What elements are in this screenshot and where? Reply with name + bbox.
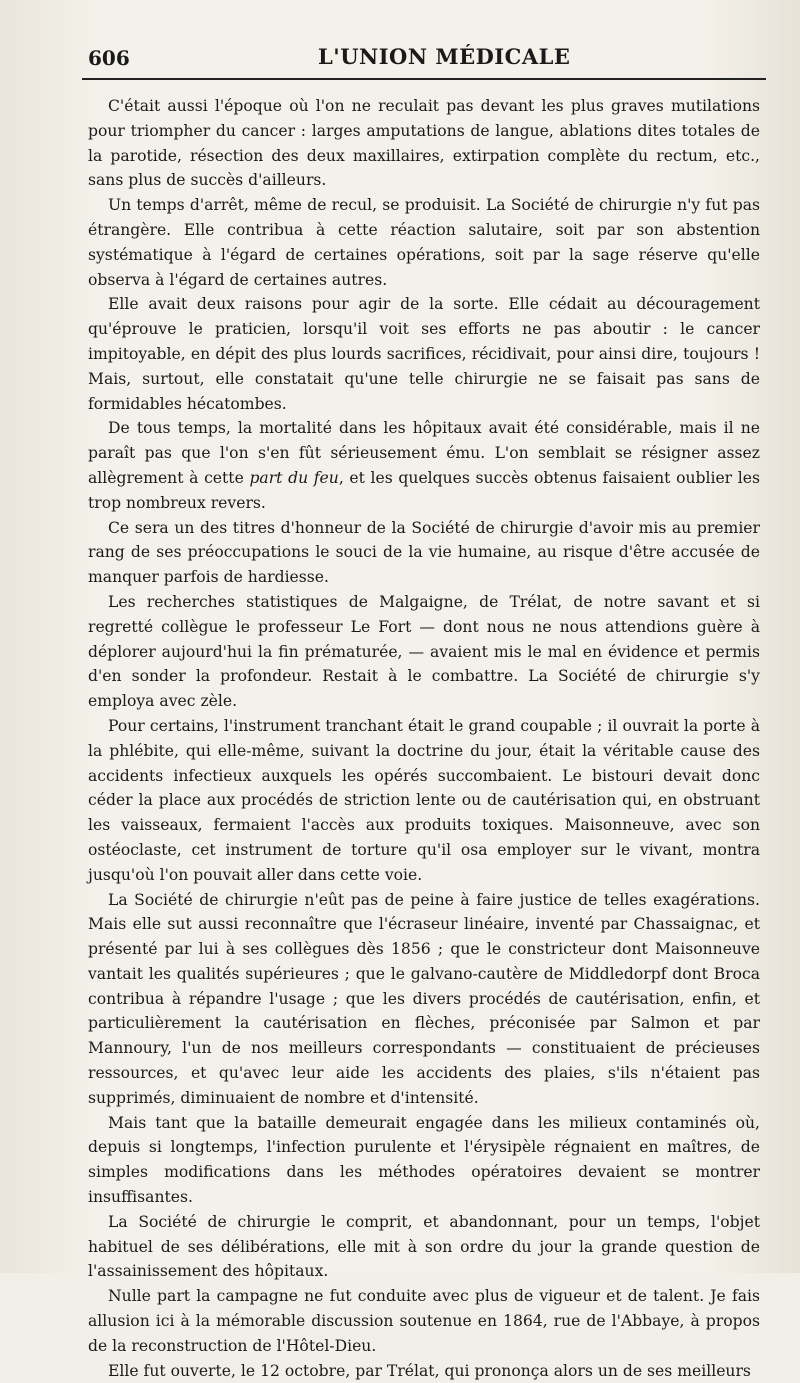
page-header — [88, 40, 760, 78]
italic-phrase: part du feu — [249, 468, 339, 487]
paragraph-text: De tous temps, la mortalité dans les hôpitaux avait été considérable, mais il ne paraît pas que l'on s'en fût sérieusement ému. L'on semblait se résigner assez allègrement à cette — [88, 419, 760, 487]
paragraph: C'était aussi l'époque où l'on ne reculait pas devant les plus graves mutilations pour triompher du cancer : larges amputations de langue, ablations dites totales de la parotide, résection des deux maxillaires, extirpation complète du rectum, etc., sans plus de succès d'ailleurs. — [88, 97, 760, 190]
body-text — [88, 94, 760, 1383]
paragraph: Elle fut ouverte, le 12 octobre, par Trélat, qui prononça alors un de ses meilleurs — [108, 1361, 751, 1380]
paragraph: Elle avait deux raisons pour agir de la sorte. Elle cédait au découragement qu'éprouve le praticien, lorsqu'il voit ses efforts ne pas aboutir : le cancer impitoyable, en dépit des plus lourds sacrifices, récidivait, pour ainsi dire, toujours ! Mais, surtout, elle constatait qu'une telle chirurgie ne se faisait pas sans de formidables hécatombes. — [88, 295, 760, 413]
paragraph: Nulle part la campagne ne fut conduite avec plus de vigueur et de talent. Je fais allusion ici à la mémorable discussion soutenue en 1864, rue de l'Abbaye, à propos de la reconstruction de l'Hôtel-Dieu. — [88, 1287, 760, 1355]
paragraph: La Société de chirurgie le comprit, et abandonnant, pour un temps, l'objet habituel de ses délibérations, elle mit à son ordre du jour la grande question de l'assainissement des hôpitaux. — [88, 1212, 760, 1281]
paragraph: Ce sera un des titres d'honneur de la Société de chirurgie d'avoir mis au premier rang de ses préoccupations le souci de la vie humaine, au risque d'être accusée de manquer parfois de hardiesse. — [88, 518, 760, 587]
paragraph: Pour certains, l'instrument tranchant était le grand coupable ; il ouvrait la porte à la phlébite, qui elle-même, suivant la doctrine du jour, était la véritable cause des accidents infectieux auxquels les opérés succombaient. Le bistouri devait donc céder la place aux procédés de striction lente ou de cautérisation qui, en obstruant les vaisseaux, fermaient l'accès aux produits toxiques. Maisonneuve, avec son ostéoclaste, cet instrument de torture qu'il osa employer sur le vivant, montra jusqu'où l'on pouvait aller dans cette voie. — [88, 716, 760, 884]
paragraph: La Société de chirurgie n'eût pas de peine à faire justice de telles exagérations. Mais elle sut aussi reconnaître que l'écraseur linéaire, inventé par Chassaignac, et présenté par lui à ses collègues dès 1856 ; que le constricteur dont Maisonneuve vantait les qualités supérieures ; que le galvano-cautère de Middledorpf dont Broca contribua à répandre l'usage ; que les divers procédés de cautérisation, enfin, et particulièrement la cautérisation en flèches, préconisée par Salmon et par Mannoury, l'un de nos meilleurs correspondants — constituaient de précieuses ressources, et qu'avec leur aide les accidents des plaies, s'ils n'étaient pas supprimés, diminuaient de nombre et d'intensité. — [88, 890, 760, 1107]
paragraph — [88, 416, 760, 515]
paragraph: Mais tant que la bataille demeurait engagée dans les milieux contaminés où, depuis si longtemps, l'infection purulente et l'érysipèle régnaient en maîtres, de simples modifications dans les méthodes opératoires devaient se montrer insuffisantes. — [88, 1113, 760, 1207]
running-title: L'UNION MÉDICALE — [318, 44, 571, 69]
paragraph: Un temps d'arrêt, même de recul, se produisit. La Société de chirurgie n'y fut pas étrangère. Elle contribua à cette réaction salutaire, soit par son abstention systématique à l'égard de certaines opérations, soit par la sage réserve qu'elle observa à l'égard de certaines autres. — [88, 196, 760, 289]
header-rule — [82, 78, 766, 80]
paragraph: Les recherches statistiques de Malgaigne, de Trélat, de notre savant et si regretté collègue le professeur Le Fort — dont nous ne nous attendions guère à déplorer aujourd'hui la fin prématurée, — avaient mis le mal en évidence et permis d'en sonder la profondeur. Restait à le combattre. La Société de chirurgie s'y employa avec zèle. — [88, 592, 760, 711]
paragraph-text: , et les quelques succès obtenus faisaient oublier les trop nombreux revers. — [88, 468, 760, 512]
page-number: 606 — [88, 46, 130, 70]
